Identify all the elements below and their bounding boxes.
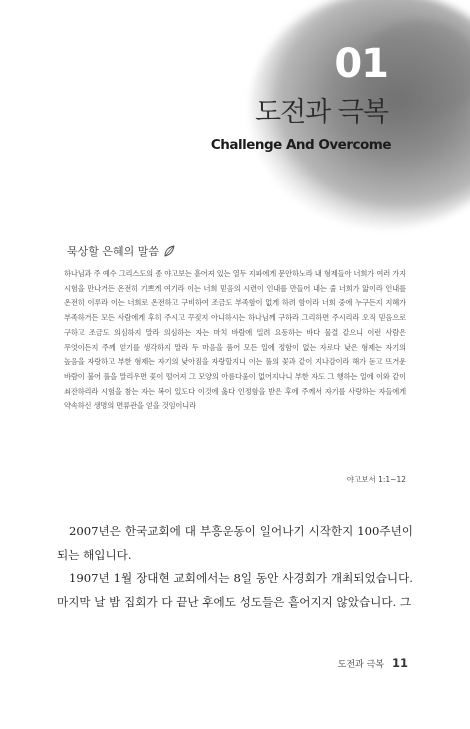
meditation-heading: [67, 245, 175, 257]
page-footer: [338, 656, 408, 670]
body-paragraph-2: 1907년 1월 장대현 교회에서는 8일 동안 사경회가 개최되었습니다. 마지막 날 밤 집회가 다 끝난 후에도 성도들은 흩어지지 않았습니다. 그: [57, 571, 413, 609]
meditation-heading-label: 묵상할 은혜의 말씀: [67, 244, 160, 258]
page-number: 11: [391, 656, 408, 670]
chapter-title: 도전과 극복: [255, 97, 388, 128]
running-title: 도전과 극복: [337, 660, 384, 670]
scripture-reference: 야고보서 1:1~12: [346, 475, 406, 484]
leaf-icon: [163, 245, 175, 257]
scripture-text: 하나님과 주 예수 그리스도의 종 야고보는 흩어져 있는 열두 지파에게 문안하노라 내 형제들아 너희가 여러 가지 시험을 만나거든 온전히 기쁘게 여기라 이는 너희 믿음의 시련이 인내를 만들어 내는 줄 너희가 앎이라 인내를 온전히 이루라 이는 너희로 온전하고 구비하여 조금도 부족함이 없게 하려 함이라 너희 중에 누구든지 지혜가 부족하거든 모든 사람에게 후히 주시고 꾸짖지 아니하시는 하나님께 구하라 그리하면 주시리라 오직 믿음으로 구하고 조금도 의심하지 말라 의심하는 자는 마치 바람에 밀려 요동하는 바다 물결 같으니 이런 사람은 무엇이든지 주께 얻기를 생각하지 말라 두 마음을 품어 모든 일에 정함이 없는 자로다 낮은 형제는 자기의 높음을 자랑하고 부한 형제는 자기의 낮아짐을 자랑할지니 이는 풀의 꽃과 같이 지나감이라 해가 돋고 뜨거운 바람이 불어 풀을 말리우면 꽃이 떨어져 그 모양의 아름다움이 없어지나니 부한 자도 그 행하는 일에 이와 같이 쇠잔하리라 시험을 참는 자는 복이 있도다 이것에 옳다 인정함을 받은 후에 주께서 자기를 사랑하는 자들에게 약속하신 생명의 면류관을 얻을 것임이니라: [64, 269, 406, 411]
body-paragraph-1: 2007년은 한국교회에 대 부흥운동이 일어나기 시작한지 100주년이 되는 해입니다.: [57, 524, 413, 562]
chapter-number: 01: [334, 41, 388, 87]
body-text: [57, 520, 413, 614]
chapter-subtitle: Challenge And Overcome: [210, 137, 391, 153]
